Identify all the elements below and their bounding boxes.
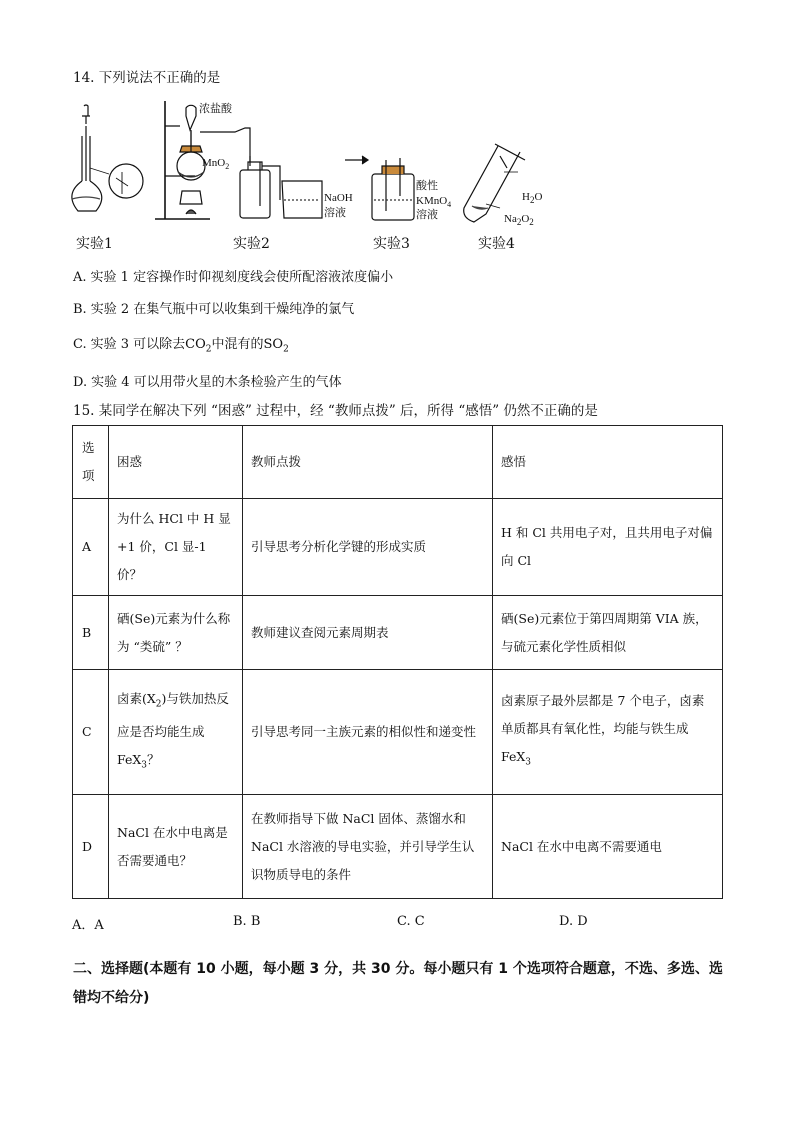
label-conc-hcl: 浓盐酸	[199, 103, 232, 115]
table-row	[73, 596, 723, 670]
row-guidance: 教师建议查阅元素周期表	[243, 596, 493, 670]
label-na2o2: $Na_2O_2$	[504, 213, 534, 227]
experiment-diagram	[70, 96, 590, 254]
row-guidance: 在教师指导下做 NaCl 固体、蒸馏水和 NaCl 水溶液的导电实验，并引导学生认识物质导电的条件	[243, 795, 493, 899]
header-insight: 感悟	[493, 426, 723, 499]
q14-figure	[70, 96, 590, 254]
row-confusion: 为什么 HCl 中 H 显 +1 价，Cl 显-1 价？	[109, 499, 243, 596]
label-experiment-1: 实验1	[76, 236, 113, 252]
question-15-title: 15. 某同学在解决下列 “困惑” 过程中，经 “教师点拨” 后，所得 “感悟” 仍然不正确的是	[73, 403, 598, 419]
header-option: 选项	[73, 426, 109, 499]
row-insight: NaCl 在水中电离不需要通电	[493, 795, 723, 899]
row-insight: H 和 Cl 共用电子对，且共用电子对偏向 Cl	[493, 499, 723, 596]
label-mno2: MnO$_2$	[202, 157, 230, 171]
label-kmno4: KMnO$_4$	[416, 195, 452, 209]
header-confusion: 困惑	[109, 426, 243, 499]
test-tube-drawing	[464, 144, 525, 222]
q15-table	[72, 425, 723, 899]
row-guidance: 引导思考分析化学键的形成实质	[243, 499, 493, 596]
row-option: D	[73, 795, 109, 899]
row-confusion: 卤素$(X_2)$与铁加热反应是否均能生成 FeX$_3$？	[109, 670, 243, 795]
answer-a: A．A	[72, 918, 104, 933]
label-acidic: 酸性	[416, 180, 438, 192]
label-h2o: $H_2O$	[522, 191, 543, 205]
answer-d: D. D	[559, 914, 588, 929]
label-experiment-2: 实验2	[233, 236, 270, 252]
row-option: B	[73, 596, 109, 670]
q14-option-c: C. 实验 3 可以除去$CO_2$中混有的$SO_2$	[73, 337, 289, 355]
question-14-title: 14. 下列说法不正确的是	[73, 70, 221, 86]
table-row	[73, 670, 723, 795]
label-naoh-solution: 溶液	[324, 207, 346, 219]
section-heading: 二、选择题(本题有 10 小题，每小题 3 分，共 30 分。每小题只有 1 个选项符合题意，不选、多选、选错均不给分)	[73, 961, 723, 1006]
q14-option-a: A. 实验 1 定容操作时仰视刻度线会使所配溶液浓度偏小	[73, 270, 394, 285]
row-confusion: NaCl 在水中电离是否需要通电？	[109, 795, 243, 899]
label-experiment-3: 实验3	[373, 236, 410, 252]
row-insight: 硒(Se)元素位于第四周期第 VIA 族，与硫元素化学性质相似	[493, 596, 723, 670]
row-option: A	[73, 499, 109, 596]
answer-b: B. B	[233, 914, 261, 929]
label-naoh: NaOH	[324, 192, 353, 204]
volumetric-flask-drawing	[72, 105, 143, 211]
row-confusion: 硒(Se)元素为什么称为 “类硫” ？	[109, 596, 243, 670]
row-option: C	[73, 670, 109, 795]
row-insight: 卤素原子最外层都是 7 个电子，卤素单质都具有氧化性，均能与铁生成 FeX$_3$	[493, 670, 723, 795]
answer-c: C. C	[397, 914, 425, 929]
label-kmno4-solution: 溶液	[416, 209, 438, 221]
q14-option-d: D. 实验 4 可以用带火星的木条检验产生的气体	[73, 375, 342, 390]
header-guidance: 教师点拨	[243, 426, 493, 499]
table-header-row	[73, 426, 723, 499]
wash-bottle-drawing	[345, 156, 414, 220]
q14-option-b: B. 实验 2 在集气瓶中可以收集到干燥纯净的氯气	[73, 302, 355, 317]
row-guidance: 引导思考同一主族元素的相似性和递变性	[243, 670, 493, 795]
table-row	[73, 499, 723, 596]
table-row	[73, 795, 723, 899]
chlorine-apparatus-drawing	[155, 101, 322, 219]
label-experiment-4: 实验4	[478, 236, 515, 252]
